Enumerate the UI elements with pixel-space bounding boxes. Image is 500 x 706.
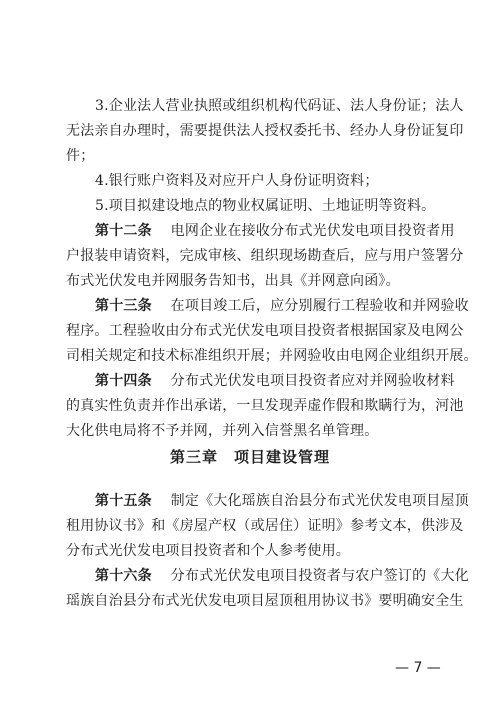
paragraph-item-3-line-1: 3.企业法人营业执照或组织机构代码证、法人身份证；法人 <box>95 98 464 114</box>
article-13-line-2: 程序。工程验收由分布式光伏发电项目投资者根据国家及电网公 <box>66 323 464 339</box>
article-15-text: 制定《大化瑶族自治县分布式光伏发电项目屋顶 <box>170 493 469 509</box>
page-number: — 7 — <box>395 660 441 676</box>
article-14-line-2: 的真实性负责并作出承诺，一旦发现弄虚作假和欺瞒行为，河池 <box>66 398 464 414</box>
article-14-label: 第十四条 <box>95 373 152 389</box>
chapter-heading: 第三章 项目建设管理 <box>169 448 330 466</box>
article-12-label: 第十二条 <box>95 223 152 239</box>
article-14-line-3: 大化供电局将不予并网，并列入信誉黑名单管理。 <box>66 423 379 439</box>
article-16-label: 第十六条 <box>95 568 152 584</box>
article-16-text: 分布式光伏发电项目投资者与农户签订的《大化 <box>170 568 469 584</box>
article-12-text: 电网企业在接收分布式光伏发电项目投资者用 <box>170 223 455 239</box>
article-12-line-3: 布式光伏发电并网服务告知书，出具《并网意向函》。 <box>66 273 400 289</box>
article-14-first-line <box>95 371 455 391</box>
article-13-label: 第十三条 <box>95 298 152 314</box>
article-15-first-line <box>95 491 469 511</box>
article-16-line-2: 瑶族自治县分布式光伏发电项目屋顶租用协议书》要明确安全生 <box>66 593 464 609</box>
paragraph-item-5: 5.项目拟建设地点的物业权属证明、土地证明等资料。 <box>95 198 436 214</box>
article-16-first-line <box>95 566 469 586</box>
paragraph-item-3-line-3: 件； <box>66 148 95 164</box>
article-15-line-3: 分布式光伏发电项目投资者和个人参考使用。 <box>66 543 350 559</box>
article-13-text: 在项目竣工后，应分别履行工程验收和并网验收 <box>170 298 469 314</box>
article-12-line-2: 户报装申请资料，完成审核、组织现场勘查后，应与用户签署分 <box>66 248 464 264</box>
article-13-first-line <box>95 296 469 316</box>
article-15-line-2: 租用协议书》和《房屋产权（或居住）证明》参考文本，供涉及 <box>66 518 464 534</box>
paragraph-item-3-line-2: 无法亲自办理时，需要提供法人授权委托书、经办人身份证复印 <box>66 123 464 139</box>
article-13-line-3: 司相关规定和技术标准组织开展；并网验收由电网企业组织开展。 <box>66 348 478 364</box>
article-12-first-line <box>95 221 455 241</box>
article-14-text: 分布式光伏发电项目投资者应对并网验收材料 <box>170 373 455 389</box>
article-15-label: 第十五条 <box>95 493 152 509</box>
paragraph-item-4: 4.银行账户资料及对应开户人身份证明资料； <box>95 173 379 189</box>
